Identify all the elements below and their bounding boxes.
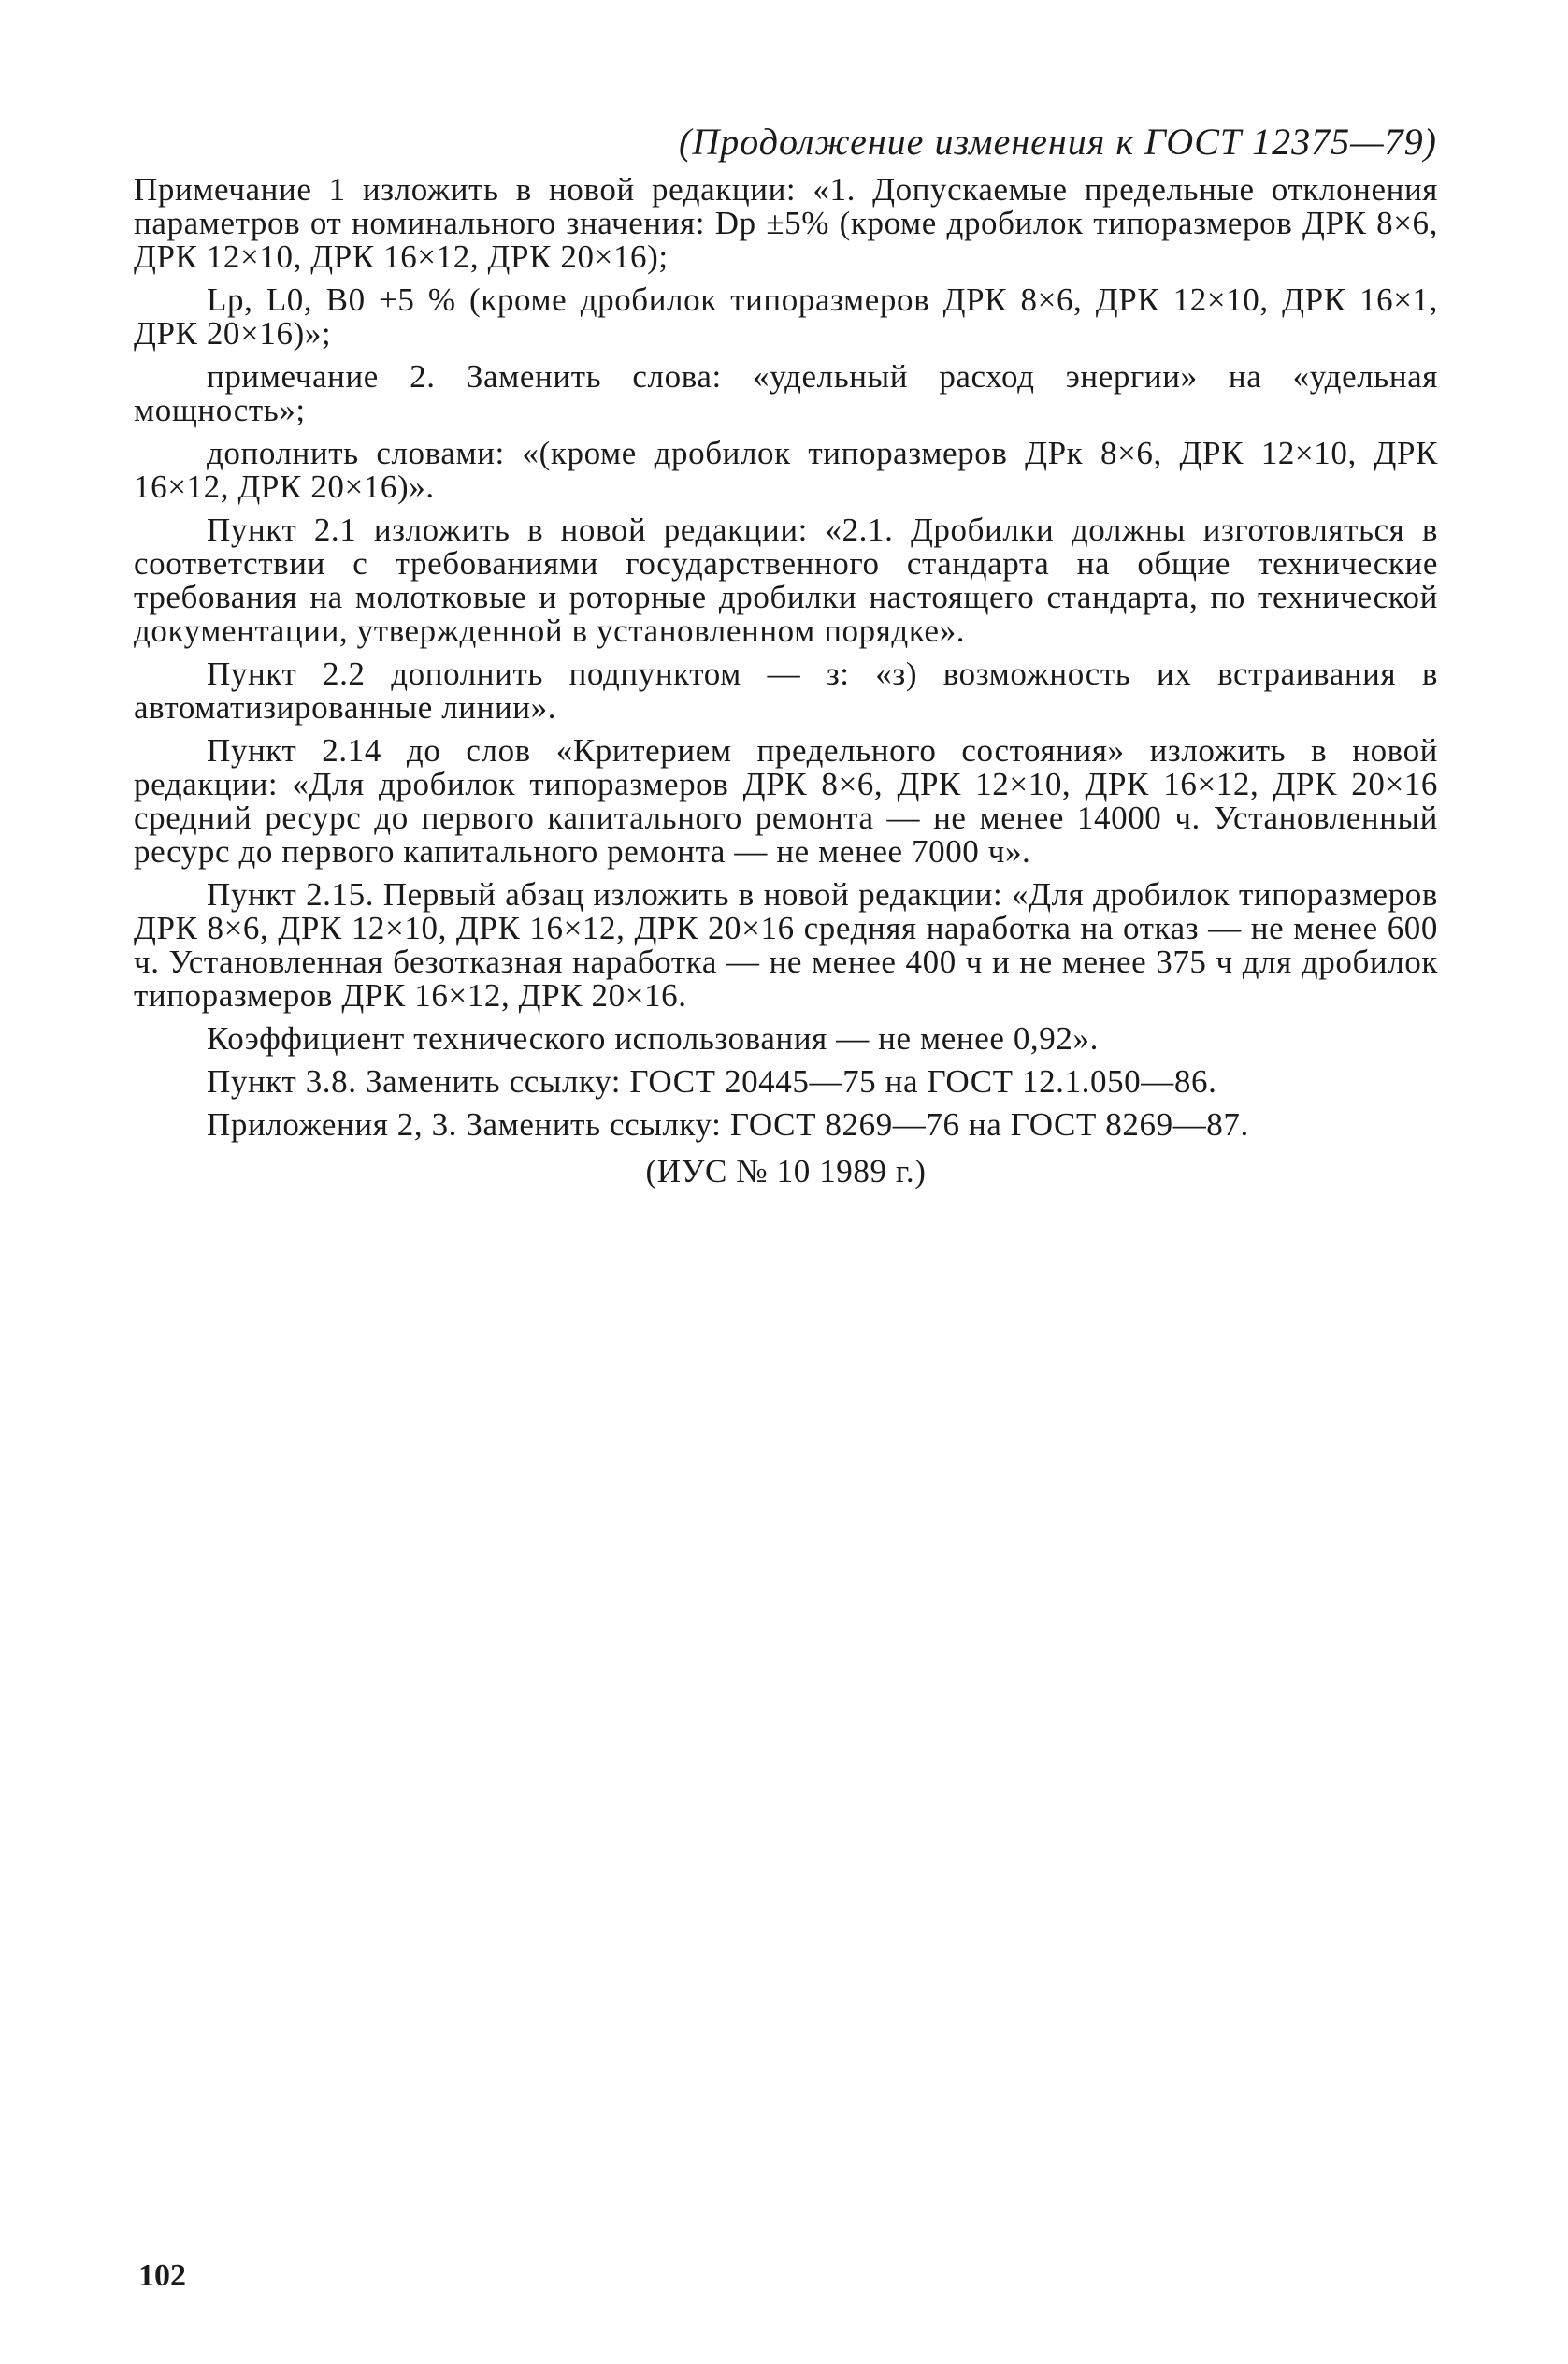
paragraph-note-1: Примечание 1 изложить в новой редакции: «1. Допускаемые предельные отклонения параметров от номинального значения: Dр ±5% (кроме дробилок типоразмеров ДРК 8×6, ДРК 12×10, ДРК 16×12, ДРК 20×16); <box>134 171 1438 275</box>
paragraph-appendices: Приложения 2, 3. Заменить ссылку: ГОСТ 8269—76 на ГОСТ 8269—87. <box>207 1106 1249 1143</box>
paragraph-item-2-14: Пункт 2.14 до слов «Критерием предельного состояния» изложить в новой редакции: «Для дробилок типоразмеров ДРК 8×6, ДРК 12×10, ДРК 16×12, ДРК 20×16 средний ресурс до первого капитального ремонта — не менее 14000 ч. Установленный ресурс до первого капитального ремонта — не менее 7000 ч». <box>134 732 1438 870</box>
page-header: (Продолжение изменения к ГОСТ 12375—79) <box>679 121 1437 163</box>
paragraph-tolerances: Lр, L0, В0 +5 % (кроме дробилок типоразмеров ДРК 8×6, ДРК 12×10, ДРК 16×1, ДРК 20×16)»; <box>134 281 1438 352</box>
paragraph-note-2: примечание 2. Заменить слова: «удельный расход энергии» на «удельная мощность»; <box>134 358 1438 428</box>
source-note: (ИУС № 10 1989 г.) <box>645 1153 927 1189</box>
page-number: 102 <box>138 2258 186 2293</box>
paragraph-coefficient: Коэффициент технического использования — не менее 0,92». <box>207 1020 1099 1057</box>
paragraph-item-2-2: Пункт 2.2 дополнить подпунктом — з: «з) возможность их встраивания в автоматизированные линии». <box>134 656 1438 726</box>
paragraph-item-3-8: Пункт 3.8. Заменить ссылку: ГОСТ 20445—75 на ГОСТ 12.1.050—86. <box>207 1063 1217 1100</box>
paragraph-supplement: дополнить словами: «(кроме дробилок типоразмеров ДРк 8×6, ДРК 12×10, ДРК 16×12, ДРК 20×16)». <box>134 435 1438 505</box>
paragraph-item-2-15: Пункт 2.15. Первый абзац изложить в новой редакции: «Для дробилок типоразмеров ДРК 8×6, ДРК 12×10, ДРК 16×12, ДРК 20×16 средняя наработка на отказ — не менее 600 ч. Установленная безотказная наработка — не менее 400 ч и не менее 375 ч для дробилок типоразмеров ДРК 16×12, ДРК 20×16. <box>134 876 1438 1014</box>
paragraph-item-2-1: Пункт 2.1 изложить в новой редакции: «2.1. Дробилки должны изготовляться в соответствии с требованиями государственного стандарта на общие технические требования на молотковые и роторные дробилки настоящего стандарта, по технической документации, утвержденной в установленном порядке». <box>134 512 1438 649</box>
document-body <box>134 173 1438 1198</box>
